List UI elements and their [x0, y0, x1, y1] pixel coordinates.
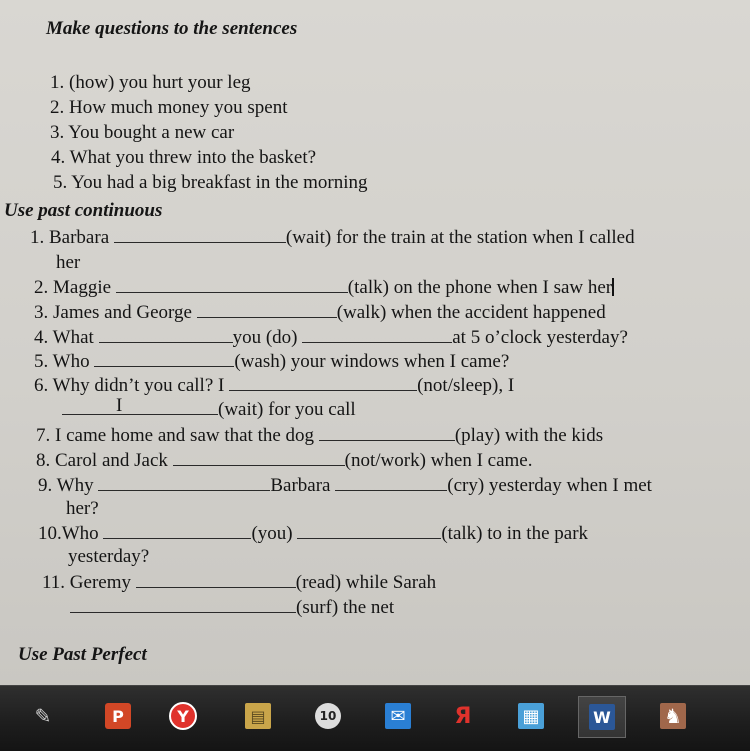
answer-blank[interactable]	[99, 326, 233, 343]
item-subject: Maggie	[53, 277, 112, 298]
item-subject: Who	[52, 351, 90, 372]
answer-blank[interactable]	[335, 474, 447, 491]
past-perfect-heading: Use Past Perfect	[18, 644, 147, 665]
answer-blank[interactable]	[62, 395, 218, 416]
exercise-item-7	[36, 424, 603, 447]
question-item	[51, 147, 316, 169]
questions-heading: Make questions to the sentences	[46, 18, 298, 39]
taskbar-item[interactable]	[440, 696, 486, 736]
item-verb: you (do)	[232, 327, 298, 348]
item-number: 9.	[38, 475, 53, 496]
yandex-browser-icon: Y	[169, 702, 197, 730]
item-number: 10.	[38, 523, 62, 544]
yandex-icon: Я	[454, 703, 472, 729]
item-verb: (not/sleep), I	[417, 375, 515, 396]
answer-blank[interactable]	[197, 301, 337, 318]
item-verb: (walk) when the accident happened	[336, 302, 606, 323]
item-verb: (talk) to in the park	[441, 523, 589, 544]
answer-blank[interactable]	[116, 276, 348, 293]
answer-blank[interactable]	[136, 571, 296, 588]
taskbar-item[interactable]	[508, 696, 554, 736]
media-player-icon: 10	[315, 703, 341, 729]
file-manager-icon: ▤	[245, 703, 271, 729]
taskbar-item[interactable]	[160, 696, 206, 736]
item-verb: (surf) the net	[296, 597, 395, 618]
answer-blank[interactable]	[173, 449, 345, 466]
exercise-item-6-cont	[62, 395, 356, 421]
mail-icon: ✉	[385, 703, 411, 729]
taskbar-item[interactable]	[375, 696, 421, 736]
past-continuous-heading: Use past continuous	[4, 200, 163, 221]
item-verb: (talk) on the phone when I saw her	[347, 277, 613, 298]
answer-blank[interactable]	[103, 522, 251, 539]
taskbar-item[interactable]	[95, 696, 141, 736]
question-text: What you threw into the basket?	[69, 147, 317, 168]
exercise-item-2	[34, 276, 614, 299]
item-subject: Geremy	[69, 572, 131, 593]
answer-blank[interactable]	[319, 424, 455, 441]
exercise-item-6	[34, 374, 514, 397]
question-item	[53, 172, 368, 194]
exercise-item-1-cont: her	[56, 252, 81, 273]
item-number: 4.	[34, 327, 49, 348]
exercise-item-3	[34, 301, 606, 324]
question-text: You bought a new car	[68, 122, 235, 143]
answer-blank[interactable]	[229, 374, 417, 391]
question-item	[50, 72, 251, 94]
item-subject: Barbara	[49, 227, 110, 248]
item-verb: (cry) yesterday when I met	[447, 475, 652, 496]
answer-blank[interactable]	[70, 596, 296, 613]
item-verb: at 5 o’clock yesterday?	[452, 327, 628, 348]
taskbar-item[interactable]	[305, 696, 351, 736]
item-number: 2.	[34, 277, 49, 298]
item-subject: I came home and saw that the dog	[55, 425, 315, 446]
exercise-item-4	[34, 326, 628, 349]
exercise-item-9	[38, 474, 652, 497]
item-verb: (not/work) when I came.	[344, 450, 533, 471]
exercise-item-9-cont: her?	[66, 498, 99, 519]
game-icon: ♞	[660, 703, 686, 729]
item-verb: (wait) for the train at the station when I called	[285, 227, 635, 248]
item-subject: James and George	[53, 302, 192, 323]
item-verb: (wash) your windows when I came?	[234, 351, 510, 372]
item-number: 8.	[36, 450, 51, 471]
question-item	[50, 97, 287, 119]
question-text: You had a big breakfast in the morning	[71, 172, 368, 193]
taskbar-item[interactable]	[20, 696, 66, 736]
question-number: 4.	[51, 147, 66, 168]
taskbar-item-active[interactable]	[578, 696, 626, 738]
question-text: (how) you hurt your leg	[69, 72, 251, 93]
exercise-item-10-cont: yesterday?	[68, 546, 150, 567]
powerpoint-icon: P	[105, 703, 131, 729]
item-subject: What	[52, 327, 94, 348]
item-verb: (read) while Sarah	[295, 572, 437, 593]
taskbar	[0, 685, 750, 751]
item-verb: (play) with the kids	[454, 425, 604, 446]
item-number: 1.	[30, 227, 45, 248]
taskbar-item[interactable]	[650, 696, 696, 736]
question-number: 3.	[50, 122, 65, 143]
question-item	[50, 122, 234, 144]
item-number: 11.	[42, 572, 66, 593]
item-number: 6.	[34, 375, 49, 396]
text-cursor	[612, 278, 614, 296]
answer-blank[interactable]	[114, 226, 286, 243]
question-number: 1.	[50, 72, 65, 93]
item-number: 3.	[34, 302, 49, 323]
question-number: 2.	[50, 97, 65, 118]
control-panel-icon: ▦	[518, 703, 544, 729]
word-icon: W	[589, 704, 615, 730]
item-verb: (wait) for you call	[218, 399, 356, 420]
question-text: How much money you spent	[69, 97, 288, 118]
exercise-item-10	[38, 522, 588, 545]
input-method-icon: ✎	[34, 704, 52, 728]
item-subject: Why	[56, 475, 94, 496]
exercise-item-8	[36, 449, 532, 472]
answer-blank[interactable]	[98, 474, 270, 491]
item-verb: (you)	[251, 523, 293, 544]
item-subject: Why didn’t you call? I	[52, 375, 225, 396]
question-number: 5.	[53, 172, 68, 193]
taskbar-item[interactable]	[235, 696, 281, 736]
item-verb: Barbara	[270, 475, 331, 496]
answer-blank[interactable]	[297, 522, 441, 539]
exercise-item-11-cont	[70, 596, 394, 619]
handwritten-answer: I	[116, 395, 123, 416]
item-subject: Carol and Jack	[55, 450, 168, 471]
answer-blank[interactable]	[302, 326, 452, 343]
item-subject: Who	[61, 523, 99, 544]
answer-blank[interactable]	[94, 350, 234, 367]
exercise-item-11	[42, 571, 436, 594]
exercise-item-1	[30, 226, 635, 249]
exercise-item-5	[34, 350, 509, 373]
item-number: 7.	[36, 425, 51, 446]
item-number: 5.	[34, 351, 49, 372]
